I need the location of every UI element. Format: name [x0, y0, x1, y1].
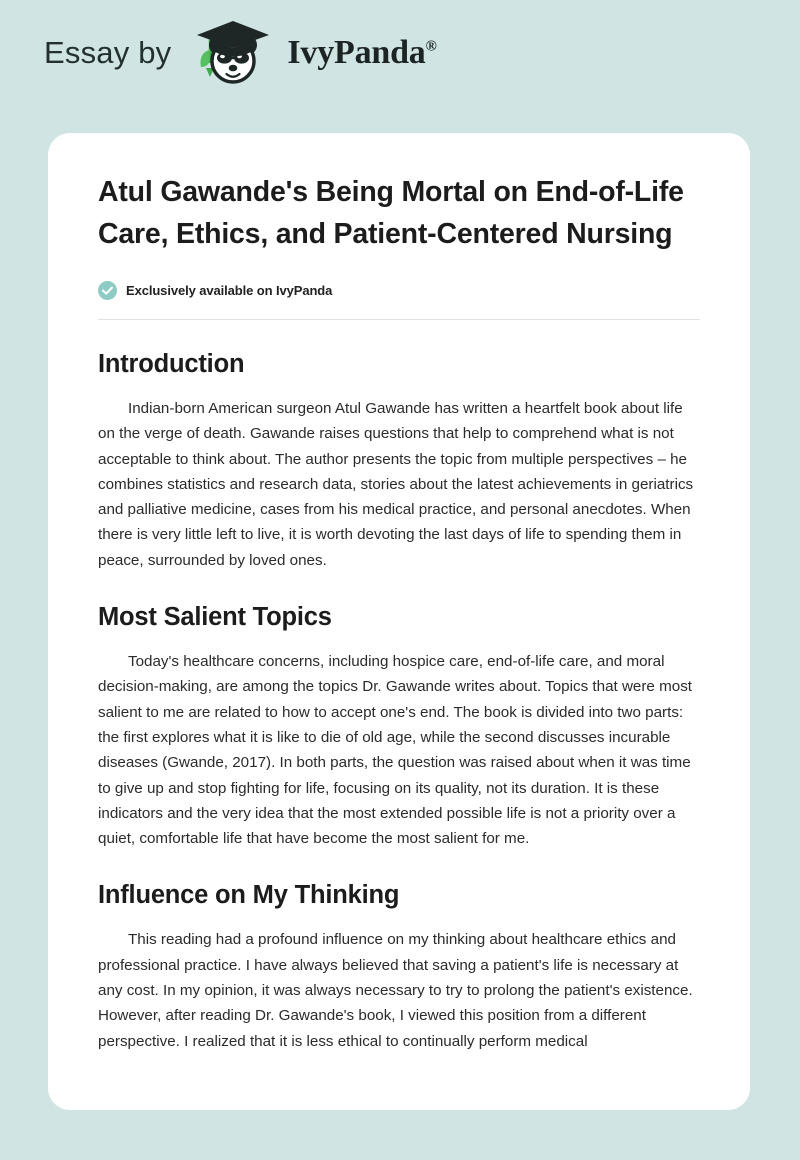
section-paragraph-influence-on-my-thinking: This reading had a profound influence on my thinking about healthcare ethics and professional practice. I have always believed that saving a patient's life is necessary at any cost. In my opinion, it was always necessary to try to prolong the patient's existence. However, after reading Dr. Gawande's book, I viewed this position from a different perspective. I realized that it is less ethical to continually perform medical	[98, 931, 693, 1050]
registered-trademark-mark: ®	[425, 38, 437, 55]
ivypanda-wordmark	[287, 34, 436, 72]
header-divider	[98, 319, 700, 320]
check-circle-icon	[98, 281, 117, 300]
exclusive-availability-label: Exclusively available on IvyPanda	[126, 283, 333, 298]
section-paragraph-introduction: Indian-born American surgeon Atul Gawande has written a heartfelt book about life on the verge of death. Gawande raises questions that help to comprehend what is not acceptable to think about. The author presents the topic from multiple perspectives – he combines statistics and research data, stories about the latest achievements in geriatrics and palliative medicine, cases from his medical practice, and personal anecdotes. When there is very little left to live, it is worth devoting the last days of life to spending them in peace, surrounded by loved ones.	[98, 400, 694, 569]
page-title: Atul Gawande's Being Mortal on End-of-Life Care, Ethics, and Patient-Centered Nursing	[98, 176, 684, 250]
brand-logo-group[interactable]	[44, 17, 437, 89]
section-heading-introduction: Introduction	[98, 350, 245, 378]
section-heading-most-salient-topics: Most Salient Topics	[98, 603, 332, 632]
panda-graduate-icon	[185, 17, 277, 89]
section-paragraph-most-salient-topics: Today's healthcare concerns, including hospice care, end-of-life care, and moral decision-making, are among the topics Dr. Gawande writes about. Topics that were most salient to me are related to how to accept one's end. The book is divided into two parts: the first explores what it is like to die of old age, while the second discusses incurable diseases (Gwande, 2017). In both parts, the question was raised about when it was time to give up and stop fighting for life, focusing on its quality, not its duration. It is these indicators and the very idea that the most extended possible life is not a priority over a quiet, comfortable life that have become the most salient for me.	[98, 653, 693, 848]
section-heading-influence-on-my-thinking: Influence on My Thinking	[98, 881, 400, 910]
essay-by-label: Essay by	[44, 34, 172, 70]
brand-name-text: IvyPanda	[287, 33, 426, 71]
essay-card	[48, 133, 750, 1110]
status-badge	[98, 281, 700, 300]
brand-header	[0, 0, 800, 133]
